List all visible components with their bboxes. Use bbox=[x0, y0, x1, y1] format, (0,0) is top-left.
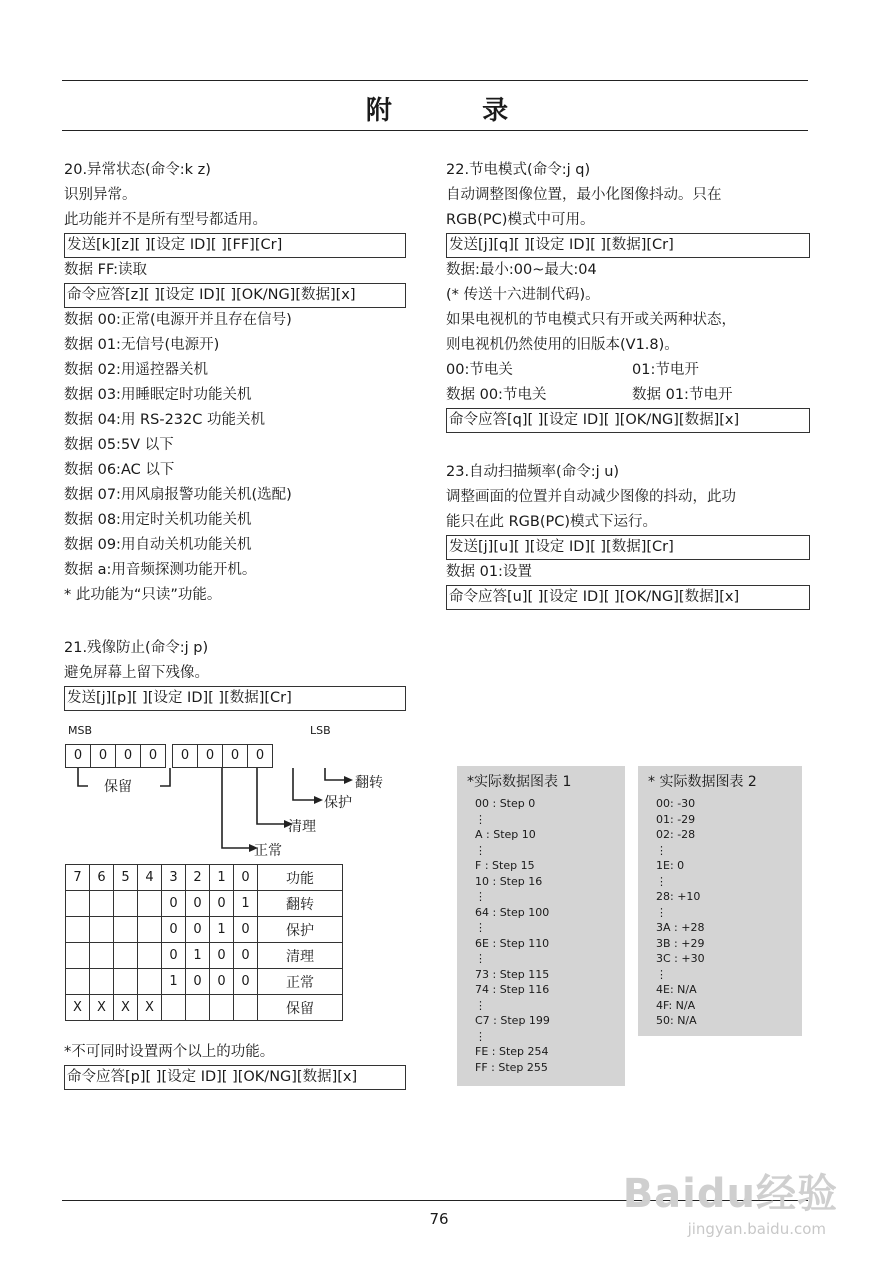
table-cell: 5 bbox=[114, 865, 138, 891]
text-line: 数据 FF:读取 bbox=[64, 262, 148, 278]
bit-cell: 0 bbox=[90, 744, 116, 768]
table-row bbox=[66, 917, 343, 943]
page-title bbox=[0, 90, 878, 127]
table-cell: 0 bbox=[234, 969, 258, 995]
table-cell: 翻转 bbox=[258, 891, 343, 917]
reserved-label: 保留 bbox=[104, 779, 132, 795]
pair-left: 00:节电关 bbox=[446, 362, 513, 378]
pair-right: 01:节电开 bbox=[632, 362, 699, 378]
table-cell bbox=[90, 943, 114, 969]
flip-label: 翻转 bbox=[355, 775, 383, 791]
table-cell bbox=[90, 917, 114, 943]
data-table-row: 64 : Step 100 bbox=[475, 905, 550, 919]
data-table-row: ⋮ bbox=[475, 952, 486, 965]
table-cell: 正常 bbox=[258, 969, 343, 995]
table-cell: 0 bbox=[186, 917, 210, 943]
table-row bbox=[66, 891, 343, 917]
text-line: 数据:最小:00~最大:04 bbox=[446, 262, 597, 278]
data-table-row: ⋮ bbox=[656, 967, 667, 981]
table-cell: 0 bbox=[210, 969, 234, 995]
table-cell bbox=[90, 969, 114, 995]
text-line: * 此功能为“只读”功能。 bbox=[64, 587, 222, 603]
pair-right: 数据 01:节电开 bbox=[632, 387, 733, 403]
text-line: 数据 09:用自动关机功能关机 bbox=[64, 537, 252, 553]
top-rule bbox=[62, 80, 808, 81]
function-table bbox=[65, 864, 343, 1021]
table-cell bbox=[234, 995, 258, 1021]
data-table-row: 02: -28 bbox=[656, 828, 696, 841]
table-cell: 1 bbox=[162, 969, 186, 995]
data-table-row: FF : Step 255 bbox=[475, 1060, 548, 1074]
data-table-row: A : Step 10 bbox=[475, 828, 536, 841]
text-line: 数据 01:无信号(电源开) bbox=[64, 337, 220, 353]
data-table-1 bbox=[457, 766, 625, 1086]
data-table-row: ⋮ bbox=[475, 998, 486, 1012]
command-box: 发送[j][p][ ][设定 ID][ ][数据][Cr] bbox=[64, 686, 406, 711]
table-cell bbox=[186, 995, 210, 1021]
data-table-row: 10 : Step 16 bbox=[475, 874, 543, 888]
data-table-row: ⋮ bbox=[475, 812, 486, 826]
table-cell bbox=[114, 943, 138, 969]
data-table-row: ⋮ bbox=[656, 843, 667, 857]
table-cell bbox=[114, 891, 138, 917]
text-line: 数据 08:用定时关机功能关机 bbox=[64, 512, 252, 528]
data-table-row: F : Step 15 bbox=[475, 859, 535, 872]
section-23 bbox=[446, 460, 808, 610]
watermark-logo: Baidu经验 bbox=[622, 1171, 838, 1217]
table-cell: 0 bbox=[186, 969, 210, 995]
table-cell: 7 bbox=[66, 865, 90, 891]
data-table-row: 28: +10 bbox=[656, 890, 701, 903]
data-table-row: ⋮ bbox=[475, 921, 486, 934]
table-cell: 2 bbox=[186, 865, 210, 891]
command-box: 命令应答[z][ ][设定 ID][ ][OK/NG][数据][x] bbox=[64, 283, 406, 308]
table-cell: 3 bbox=[162, 865, 186, 891]
data-table-2 bbox=[638, 766, 802, 1036]
clean-label: 清理 bbox=[288, 819, 316, 835]
normal-label: 正常 bbox=[254, 843, 282, 859]
section-22 bbox=[446, 158, 808, 433]
table-cell: 清理 bbox=[258, 943, 343, 969]
section-20 bbox=[64, 158, 404, 608]
page-number: 76 bbox=[429, 1210, 449, 1228]
data-table-row: 6E : Step 110 bbox=[475, 936, 550, 950]
text-line: (* 传送十六进制代码)。 bbox=[446, 287, 600, 303]
table-cell: 保护 bbox=[258, 917, 343, 943]
text-line: 能只在此 RGB(PC)模式下运行。 bbox=[446, 514, 658, 530]
table-row bbox=[66, 865, 343, 891]
text-line: 数据 07:用风扇报警功能关机(选配) bbox=[64, 487, 292, 503]
text-line: 22.节电模式(命令:j q) bbox=[446, 162, 591, 178]
table-cell: 功能 bbox=[258, 865, 343, 891]
table-cell: 1 bbox=[210, 865, 234, 891]
bit-cell: 0 bbox=[172, 744, 198, 768]
table-cell: 6 bbox=[90, 865, 114, 891]
table-cell: 1 bbox=[210, 917, 234, 943]
table-cell bbox=[138, 969, 162, 995]
table-cell bbox=[114, 917, 138, 943]
text-line: 数据 03:用睡眠定时功能关机 bbox=[64, 387, 252, 403]
data-table-row: FE : Step 254 bbox=[475, 1045, 549, 1058]
text-line: 21.残像防止(命令:j p) bbox=[64, 640, 209, 656]
data-table-row: 73 : Step 115 bbox=[475, 967, 550, 981]
bit-cell: 0 bbox=[115, 744, 141, 768]
section-21 bbox=[64, 636, 404, 711]
text-line: 如果电视机的节电模式只有开或关两种状态， bbox=[446, 312, 736, 328]
table-cell: 0 bbox=[162, 891, 186, 917]
table-row bbox=[66, 995, 343, 1021]
table-cell: X bbox=[138, 995, 162, 1021]
text-line: 20.异常状态(命令:k z) bbox=[64, 162, 211, 178]
text-line: 避免屏幕上留下残像。 bbox=[64, 665, 209, 681]
data-table-row: 3B : +29 bbox=[656, 936, 705, 950]
text-line: 数据 a:用音频探测功能开机。 bbox=[64, 562, 257, 578]
text-line: 23.自动扫描频率(命令:j u) bbox=[446, 464, 620, 480]
data-table-row: 50: N/A bbox=[656, 1014, 697, 1027]
data-table-row: ⋮ bbox=[475, 843, 486, 857]
ack-21-box: 命令应答[p][ ][设定 ID][ ][OK/NG][数据][x] bbox=[64, 1065, 406, 1090]
command-box: 命令应答[q][ ][设定 ID][ ][OK/NG][数据][x] bbox=[446, 408, 810, 433]
pair-line bbox=[446, 358, 808, 383]
table-cell: 1 bbox=[234, 891, 258, 917]
bit-cell: 0 bbox=[222, 744, 248, 768]
note-text bbox=[64, 1040, 404, 1090]
data-table-row: 74 : Step 116 bbox=[475, 983, 550, 996]
bit-diagram bbox=[66, 744, 273, 768]
text-line: 数据 00:正常(电源开并且存在信号) bbox=[64, 312, 292, 328]
lsb-label: LSB bbox=[310, 724, 331, 737]
pair-line bbox=[446, 383, 808, 408]
data-table-row: 00: -30 bbox=[656, 797, 696, 810]
table-cell: 0 bbox=[234, 917, 258, 943]
table-cell bbox=[114, 969, 138, 995]
bit-cell: 0 bbox=[197, 744, 223, 768]
table-cell: 0 bbox=[210, 943, 234, 969]
table-cell bbox=[66, 891, 90, 917]
table-cell bbox=[66, 917, 90, 943]
table-cell: 1 bbox=[186, 943, 210, 969]
command-box: 命令应答[u][ ][设定 ID][ ][OK/NG][数据][x] bbox=[446, 585, 810, 610]
data-table-row: ⋮ bbox=[475, 890, 486, 903]
command-box: 发送[j][u][ ][设定 ID][ ][数据][Cr] bbox=[446, 535, 810, 560]
data-table-row: 1E: 0 bbox=[656, 859, 685, 872]
watermark-url: jingyan.baidu.com bbox=[687, 1220, 826, 1238]
command-box: 发送[j][q][ ][设定 ID][ ][数据][Cr] bbox=[446, 233, 810, 258]
table-cell: 0 bbox=[162, 943, 186, 969]
title-char-1: 附 bbox=[365, 96, 396, 126]
bit-cell: 0 bbox=[65, 744, 91, 768]
table-cell bbox=[66, 943, 90, 969]
text-line: 数据 02:用遥控器关机 bbox=[64, 362, 208, 378]
text-line: 数据 01:设置 bbox=[446, 564, 532, 580]
text-line: 调整画面的位置并自动减少图像的抖动，此功 bbox=[446, 489, 736, 505]
table-cell bbox=[138, 891, 162, 917]
table-cell: 0 bbox=[162, 917, 186, 943]
text-line: 数据 04:用 RS-232C 功能关机 bbox=[64, 412, 265, 428]
table-cell bbox=[138, 917, 162, 943]
text-line: 数据 05:5V 以下 bbox=[64, 437, 174, 453]
table-cell: 0 bbox=[234, 865, 258, 891]
data-table-row: 3C : +30 bbox=[656, 952, 705, 965]
table-cell: 0 bbox=[234, 943, 258, 969]
table-row bbox=[66, 943, 343, 969]
table-row bbox=[66, 969, 343, 995]
text-line: 此功能并不是所有型号都适用。 bbox=[64, 212, 267, 228]
text-line: RGB(PC)模式中可用。 bbox=[446, 212, 595, 228]
note-line: *不可同时设置两个以上的功能。 bbox=[64, 1044, 275, 1060]
text-line: 自动调整图像位置，最小化图像抖动。只在 bbox=[446, 187, 722, 203]
title-char-2: 录 bbox=[482, 96, 513, 126]
data-table-row: 01: -29 bbox=[656, 812, 696, 826]
data-table-row: ⋮ bbox=[656, 874, 667, 888]
text-line: 识别异常。 bbox=[64, 187, 137, 203]
pair-left: 数据 00:节电关 bbox=[446, 387, 547, 403]
data-table-1-title: *实际数据图表 1 bbox=[467, 774, 572, 790]
command-box: 发送[k][z][ ][设定 ID][ ][FF][Cr] bbox=[64, 233, 406, 258]
data-table-row: 4F: N/A bbox=[656, 998, 696, 1012]
table-cell: 保留 bbox=[258, 995, 343, 1021]
data-table-row: C7 : Step 199 bbox=[475, 1014, 550, 1027]
protect-label: 保护 bbox=[324, 795, 352, 811]
table-cell: X bbox=[90, 995, 114, 1021]
table-cell: X bbox=[66, 995, 90, 1021]
table-cell: 0 bbox=[186, 891, 210, 917]
table-cell: X bbox=[114, 995, 138, 1021]
table-cell bbox=[210, 995, 234, 1021]
data-table-row: ⋮ bbox=[656, 905, 667, 919]
data-table-2-title: * 实际数据图表 2 bbox=[648, 774, 757, 790]
table-cell bbox=[66, 969, 90, 995]
data-table-row: 3A : +28 bbox=[656, 921, 705, 934]
table-cell: 4 bbox=[138, 865, 162, 891]
bit-cell: 0 bbox=[140, 744, 166, 768]
msb-label: MSB bbox=[68, 724, 93, 737]
text-line: 则电视机仍然使用的旧版本(V1.8)。 bbox=[446, 337, 679, 353]
table-cell: 0 bbox=[210, 891, 234, 917]
bit-cell: 0 bbox=[247, 744, 273, 768]
text-line: 数据 06:AC 以下 bbox=[64, 462, 175, 478]
data-table-row: 4E: N/A bbox=[656, 983, 697, 996]
data-table-row: 00 : Step 0 bbox=[475, 797, 536, 810]
data-table-row: ⋮ bbox=[475, 1029, 486, 1043]
table-cell bbox=[162, 995, 186, 1021]
title-rule bbox=[62, 130, 808, 131]
table-cell bbox=[138, 943, 162, 969]
table-cell bbox=[90, 891, 114, 917]
